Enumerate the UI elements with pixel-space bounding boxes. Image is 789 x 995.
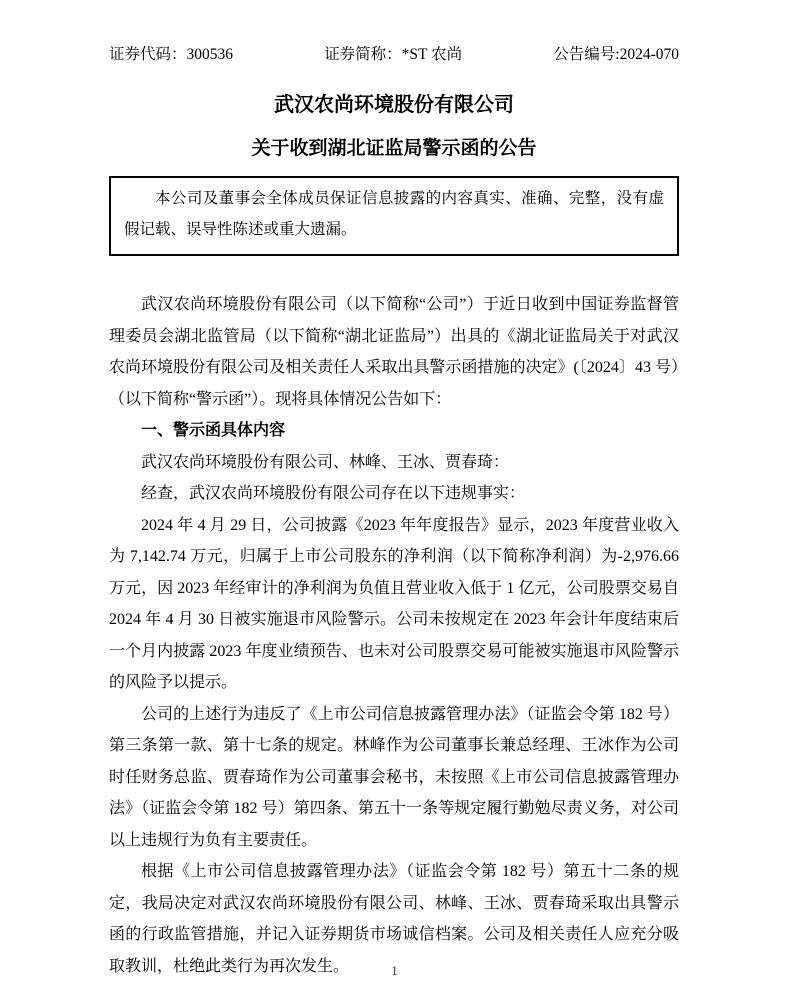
section-heading-warning-letter-content: 一、警示函具体内容 xyxy=(141,422,286,439)
paragraph-investigation-lead: 经查，武汉农尚环境股份有限公司存在以下违规事实： xyxy=(141,485,526,502)
company-name-title: 武汉农尚环境股份有限公司 xyxy=(274,94,514,116)
page-number: 1 xyxy=(391,963,398,978)
disclaimer-text: 本公司及董事会全体成员保证信息披露的内容真实、准确、完整，没有虚假记载、误导性陈述或重大遗漏。 xyxy=(124,190,664,238)
paragraph-intro: 武汉农尚环境股份有限公司（以下简称“公司”）于近日收到中国证券监督管理委员会湖北监管局（以下简称“湖北证监局”）出具的《湖北证监局关于对武汉农尚环境股份有限公司及相关责任人采取出具警示函措施的决定》(〔2024〕43 号）（以下简称“警示函”）。现将具体情况公告如下： xyxy=(109,296,679,408)
paragraph-violation-facts: 2024 年 4 月 29 日，公司披露《2023 年年度报告》显示，2023 年度营业收入为 7,142.74 万元，归属于上市公司股东的净利润（以下简称净利润）为-2,976.66 万元，因 2023 年经审计的净利润为负值且营业收入低于 1 亿元，公司股票交易自 2024 年 4 月 30 日被实施退市风险警示。公司未按规定在 2023 年会计年度结束后一个月内披露 2023 年度业绩预告、也未对公司股票交易可能被实施退市风险警示的风险予以提示。 xyxy=(109,516,679,691)
document-body xyxy=(109,289,679,982)
stock-abbreviation: 证券简称：*ST 农尚 xyxy=(324,46,463,63)
announcement-title: 关于收到湖北证监局警示函的公告 xyxy=(251,138,537,159)
document-header xyxy=(109,42,679,64)
stock-code: 证券代码：300536 xyxy=(109,46,234,63)
disclaimer-box xyxy=(109,176,679,256)
paragraph-rules-violated: 公司的上述行为违反了《上市公司信息披露管理办法》（证监会令第 182 号）第三条第一款、第十七条的规定。林峰作为公司董事长兼总经理、王冰作为公司时任财务总监、贾春琦作为公司董事会秘书，未按照《上市公司信息披露管理办法》（证监会令第 182 号）第四条、第五十一条等规定履行勤勉尽责义务，对公司以上违规行为负有主要责任。 xyxy=(109,705,679,849)
paragraph-addressees: 武汉农尚环境股份有限公司、林峰、王冰、贾春琦： xyxy=(141,453,510,471)
paragraph-regulatory-decision: 根据《上市公司信息披露管理办法》（证监会令第 182 号）第五十二条的规定，我局决定对武汉农尚环境股份有限公司、林峰、王冰、贾春琦采取出具警示函的行政监管措施，并记入证券期货市场诚信档案。公司及相关责任人应充分吸取教训，杜绝此类行为再次发生。 xyxy=(109,863,679,975)
announcement-number: 公告编号:2024-070 xyxy=(553,46,679,63)
